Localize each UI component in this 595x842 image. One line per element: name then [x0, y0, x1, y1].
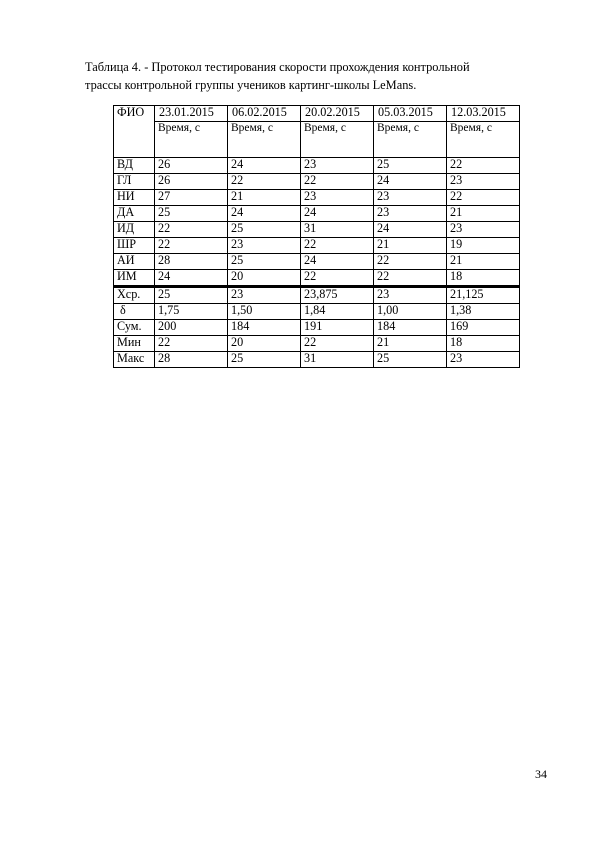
date-header: 23.01.2015	[155, 106, 228, 122]
stat-cell: 1,38	[447, 304, 520, 320]
unit-header: Время, с	[374, 122, 447, 158]
time-cell: 24	[301, 206, 374, 222]
student-name: ГЛ	[114, 174, 155, 190]
time-cell: 31	[301, 222, 374, 238]
stat-cell: 18	[447, 336, 520, 352]
caption-line-1: Таблица 4. - Протокол тестирования скорости прохождения контрольной	[85, 60, 470, 74]
student-name: АИ	[114, 254, 155, 270]
table-row	[114, 238, 520, 254]
time-cell: 22	[228, 174, 301, 190]
time-cell: 28	[155, 254, 228, 270]
time-cell: 22	[301, 270, 374, 287]
time-cell: 24	[228, 158, 301, 174]
table-caption	[85, 58, 525, 94]
results-table	[113, 105, 520, 368]
date-header: 05.03.2015	[374, 106, 447, 122]
stat-cell: 184	[374, 320, 447, 336]
stat-label: Хср.	[114, 287, 155, 304]
time-cell: 26	[155, 158, 228, 174]
stat-cell: 22	[301, 336, 374, 352]
time-cell: 26	[155, 174, 228, 190]
stat-cell: 25	[155, 287, 228, 304]
time-cell: 24	[374, 222, 447, 238]
stat-label: Мин	[114, 336, 155, 352]
table-row	[114, 254, 520, 270]
student-name: ИМ	[114, 270, 155, 287]
time-cell: 22	[447, 158, 520, 174]
table-row	[114, 190, 520, 206]
table-row	[114, 174, 520, 190]
header-row-units	[114, 122, 520, 158]
unit-header: Время, с	[155, 122, 228, 158]
unit-header: Время, с	[228, 122, 301, 158]
time-cell: 19	[447, 238, 520, 254]
unit-header: Время, с	[447, 122, 520, 158]
stats-row-sum	[114, 320, 520, 336]
time-cell: 23	[447, 222, 520, 238]
stat-cell: 21,125	[447, 287, 520, 304]
student-name: ВД	[114, 158, 155, 174]
table-row	[114, 222, 520, 238]
stat-cell: 191	[301, 320, 374, 336]
stats-row-deviation	[114, 304, 520, 320]
time-cell: 23	[228, 238, 301, 254]
stat-cell: 21	[374, 336, 447, 352]
stats-row-max	[114, 352, 520, 368]
stat-cell: 25	[374, 352, 447, 368]
stat-label: δ	[114, 304, 155, 320]
date-header: 20.02.2015	[301, 106, 374, 122]
time-cell: 23	[301, 190, 374, 206]
time-cell: 21	[374, 238, 447, 254]
table-row	[114, 270, 520, 287]
stats-row-min	[114, 336, 520, 352]
stat-cell: 23	[228, 287, 301, 304]
time-cell: 23	[374, 190, 447, 206]
time-cell: 22	[374, 270, 447, 287]
stat-cell: 1,75	[155, 304, 228, 320]
date-header: 12.03.2015	[447, 106, 520, 122]
time-cell: 22	[374, 254, 447, 270]
time-cell: 25	[374, 158, 447, 174]
results-table-body	[114, 106, 520, 368]
stat-cell: 20	[228, 336, 301, 352]
time-cell: 23	[447, 174, 520, 190]
table-row	[114, 206, 520, 222]
stat-cell: 1,00	[374, 304, 447, 320]
student-name: ДА	[114, 206, 155, 222]
time-cell: 21	[447, 206, 520, 222]
time-cell: 23	[301, 158, 374, 174]
time-cell: 24	[228, 206, 301, 222]
time-cell: 21	[447, 254, 520, 270]
student-name: ИД	[114, 222, 155, 238]
time-cell: 24	[374, 174, 447, 190]
student-name: НИ	[114, 190, 155, 206]
time-cell: 20	[228, 270, 301, 287]
stat-cell: 200	[155, 320, 228, 336]
stat-label: Макс	[114, 352, 155, 368]
stat-cell: 23,875	[301, 287, 374, 304]
time-cell: 25	[228, 254, 301, 270]
time-cell: 24	[155, 270, 228, 287]
time-cell: 22	[301, 238, 374, 254]
stats-row-mean	[114, 287, 520, 304]
stat-cell: 23	[447, 352, 520, 368]
stat-cell: 22	[155, 336, 228, 352]
time-cell: 25	[228, 222, 301, 238]
unit-header: Время, с	[301, 122, 374, 158]
stat-label: Сум.	[114, 320, 155, 336]
fio-header: ФИО	[114, 106, 155, 122]
stat-cell: 1,84	[301, 304, 374, 320]
time-cell: 22	[301, 174, 374, 190]
page-number: 34	[535, 767, 547, 781]
student-name: ШР	[114, 238, 155, 254]
time-cell: 18	[447, 270, 520, 287]
stat-cell: 31	[301, 352, 374, 368]
time-cell: 22	[155, 222, 228, 238]
stat-cell: 28	[155, 352, 228, 368]
table-row	[114, 158, 520, 174]
time-cell: 21	[228, 190, 301, 206]
time-cell: 22	[447, 190, 520, 206]
fio-header-blank	[114, 122, 155, 158]
time-cell: 27	[155, 190, 228, 206]
time-cell: 25	[155, 206, 228, 222]
stat-cell: 184	[228, 320, 301, 336]
stat-cell: 169	[447, 320, 520, 336]
time-cell: 22	[155, 238, 228, 254]
time-cell: 23	[374, 206, 447, 222]
caption-line-2: трассы контрольной группы учеников картинг-школы LeMans.	[85, 78, 417, 92]
header-row-dates	[114, 106, 520, 122]
stat-cell: 23	[374, 287, 447, 304]
stat-cell: 1,50	[228, 304, 301, 320]
time-cell: 24	[301, 254, 374, 270]
date-header: 06.02.2015	[228, 106, 301, 122]
stat-cell: 25	[228, 352, 301, 368]
